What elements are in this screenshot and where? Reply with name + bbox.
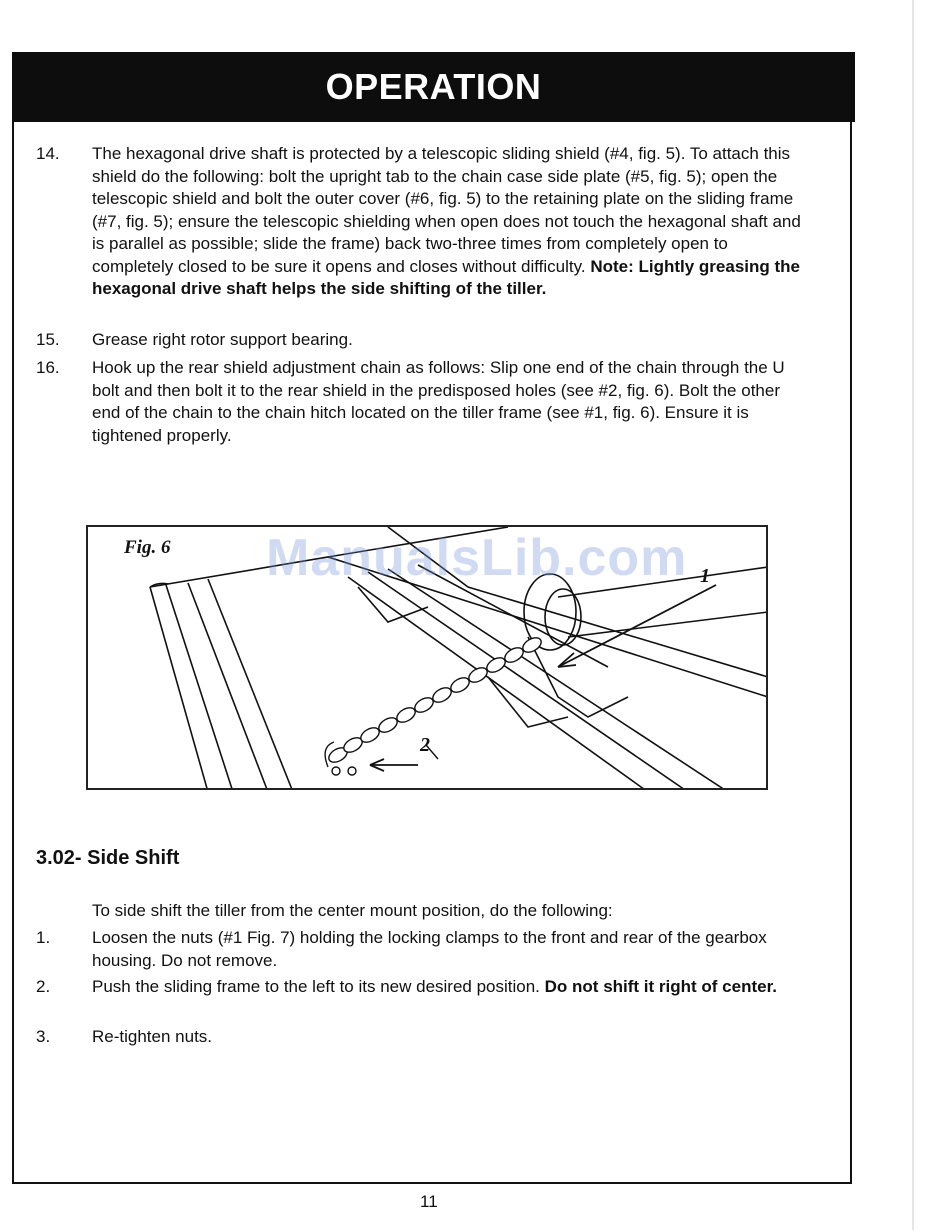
section-title: 3.02- Side Shift (36, 847, 180, 869)
step-text: Loosen the nuts (#1 Fig. 7) holding the locking clamps to the front and rear of the gearbox housing. Do not remove. (92, 928, 767, 970)
step-text (92, 143, 810, 301)
step-number: 1. (36, 928, 51, 947)
watermark: ManualsLib.com (266, 529, 688, 587)
callout-2: 2 (420, 734, 430, 756)
step-text (92, 976, 810, 999)
step-number: 16. (36, 358, 60, 377)
step-text: Grease right rotor support bearing. (92, 330, 353, 349)
step-body: Push the sliding frame to the left to its new desired position. (92, 977, 540, 996)
step-text: Hook up the rear shield adjustment chain as follows: Slip one end of the chain through the U bolt and then bolt it to the rear shield in the predisposed holes (see #2, fig. 6). Bolt the other end of the chain to the chain hitch located on the tiller frame (see #1, fig. 6). Ensure it is tightened properly. (92, 358, 785, 445)
figure-label: Fig. 6 (124, 537, 171, 558)
step-number: 3. (36, 1027, 51, 1046)
step-note: Note: Lightly greasing the hexagonal drive shaft helps the side shifting of the tiller. (92, 256, 801, 298)
intro-text: To side shift the tiller from the center mount position, do the following: (92, 901, 613, 920)
step-text: Re-tighten nuts. (92, 1027, 213, 1046)
step-number: 14. (36, 144, 60, 163)
page-number: 11 (420, 1192, 438, 1211)
header-title: OPERATION (325, 66, 542, 107)
step-number: 15. (36, 330, 60, 349)
callout-1: 1 (700, 565, 710, 587)
step-warning: Do not shift it right of center. (544, 977, 777, 996)
step-body: The hexagonal drive shaft is protected by a telescopic sliding shield (#4, fig. 5). To attach this shield do the following: bolt the upright tab to the chain case side plate (#5, fig. 5); open the telescopic shield and bolt the outer cover (#6, fig. 5) to the retaining plate on the sliding frame (#7, fig. 5); ensure the telescopic shielding when open does not touch the hexagonal shaft and is parallel as possible; slide the frame) back two-three times from completely open to completely closed to be sure it opens and closes without difficulty. (92, 144, 801, 276)
step-number: 2. (36, 977, 51, 996)
